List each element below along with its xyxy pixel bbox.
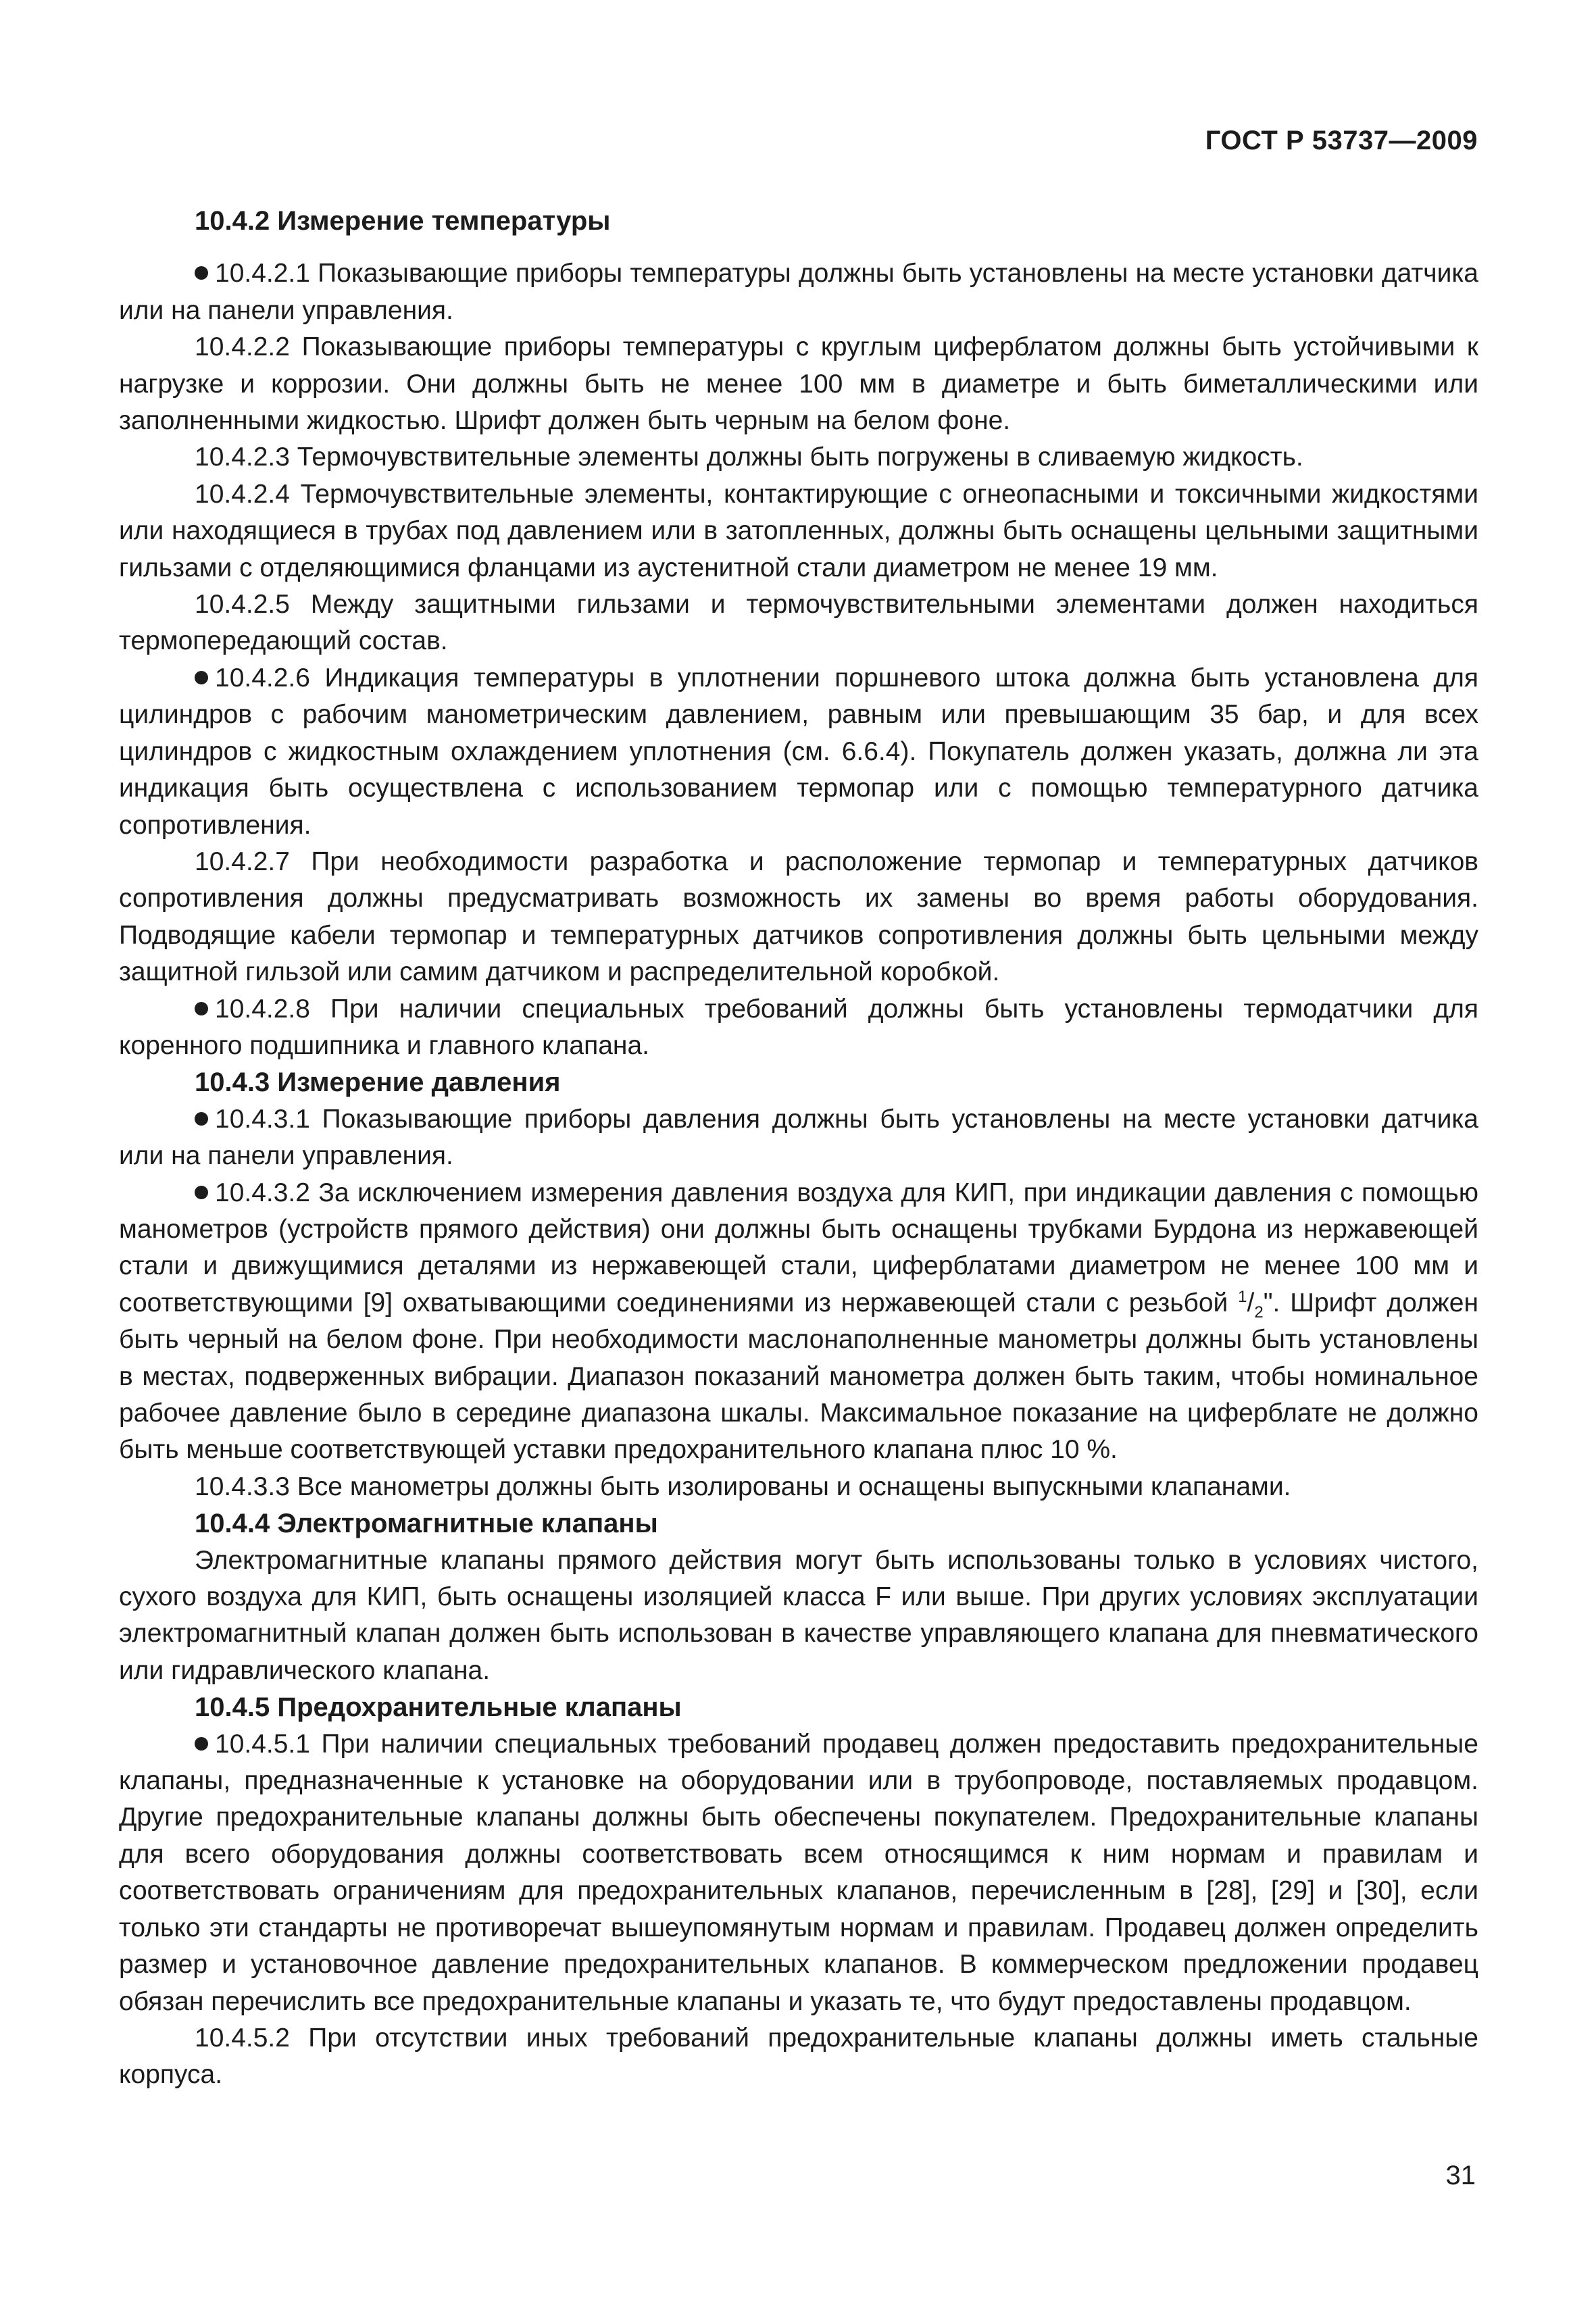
paragraph-10-4-3-2: 10.4.3.2 За исключением измерения давления воздуха для КИП, при индикации давления с помощью манометров (устройств прямого действия) они должны быть оснащены трубками Бурдона из нержавеющей стали и движущимися деталями из нержавеющей стали, циферблатами диаметром не менее 100 мм и соответствующими [9] охватывающими соединениями из нержавеющей стали с резьбой $^1/_2$". Шрифт должен быть черный на белом фоне. При необходимости маслонаполненные манометры должны быть установлены в местах, подверженных вибрации. Диапазон показаний манометра должен быть таким, чтобы номинальное рабочее давление было в середине диапазона шкалы. Максимальное показание на циферблате не должно быть меньше соответствующей уставки предохранительного клапана плюс 10 %. [119,1178,1478,1465]
paragraph-10-4-2-5: 10.4.2.5 Между защитными гильзами и термочувствительными элементами должен находиться термопередающий состав. [119,590,1478,656]
paragraph-10-4-2-2: 10.4.2.2 Показывающие приборы температуры с круглым циферблатом должны быть устойчивыми к нагрузке и коррозии. Они должны быть не менее 100 мм в диаметре и быть биметаллическими или заполненными жидкостью. Шрифт должен быть черным на белом фоне. [119,332,1478,436]
paragraph-10-4-3-1 [119,1101,1478,1175]
bullet-icon [195,266,208,280]
paragraph-10-4-5-2: 10.4.5.2 При отсутствии иных требований предохранительные клапаны должны иметь стальные корпуса. [119,2023,1478,2090]
inch-mark: ". [1263,1288,1280,1317]
section-heading-10-4-2: 10.4.2 Измерение температуры [195,206,611,236]
paragraph-text: 10.4.3.1 Показывающие приборы давления должны быть установлены на месте установки датчика или на панели управления. [119,1104,1478,1171]
paragraph-10-4-4: Электромагнитные клапаны прямого действия могут быть использованы только в условиях чистого, сухого воздуха для КИП, быть оснащены изоляцией класса F или выше. При других условиях эксплуатации электромагнитный клапан должен быть использован в качестве управляющего клапана для пневматического или гидравлического клапана. [119,1545,1478,1685]
section-heading-10-4-4: 10.4.4 Электромагнитные клапаны [195,1509,658,1539]
paragraph-text-continued: Шрифт должен быть черный на белом фоне. При необходимости маслонаполненные манометры должны быть установлены в местах, подверженных вибрации. Диапазон показаний манометра должен быть таким, чтобы номинальное рабочее давление было в середине диапазона шкалы. Максимальное показание на циферблате не должно быть меньше соответствующей уставки предохранительного клапана плюс 10 %. [119,1288,1478,1465]
paragraph-10-4-2-1 [119,255,1478,329]
paragraph-text: 10.4.2.8 При наличии специальных требований должны быть установлены термодатчики для коренного подшипника и главного клапана. [119,994,1478,1060]
paragraph-10-4-2-6 [119,660,1478,844]
paragraph-10-4-2-7: 10.4.2.7 При необходимости разработка и расположение термопар и температурных датчиков сопротивления должны предусматривать возможность их замены во время работы оборудования. Подводящие кабели термопар и температурных датчиков сопротивления должны быть цельными между защитной гильзой или самим датчиком и распределительной коробкой. [119,847,1478,987]
fraction-denominator: 2 [1254,1303,1264,1322]
bullet-icon [195,1112,208,1126]
paragraph-text: 10.4.3.2 За исключением измерения давления воздуха для КИП, при индикации давления с помощью манометров (устройств прямого действия) они должны быть оснащены трубками Бурдона из нержавеющей стали и движущимися деталями из нержавеющей стали, циферблатами диаметром не менее 100 мм и соответствующими [9] охватывающими соединениями из нержавеющей стали с резьбой [119,1178,1478,1317]
fraction-numerator: 1 [1238,1287,1247,1306]
bullet-icon [195,1737,208,1751]
section-heading-10-4-5: 10.4.5 Предохранительные клапаны [195,1692,682,1723]
paragraph-10-4-2-8 [119,991,1478,1065]
bullet-icon [195,1186,208,1199]
paragraph-10-4-2-4: 10.4.2.4 Термочувствительные элементы, контактирующие с огнеопасными и токсичными жидкостями или находящиеся в трубах под давлением или в затопленных, должны быть оснащены цельными защитными гильзами с отделяющимися фланцами из аустенитной стали диаметром не менее 19 мм. [119,479,1478,582]
paragraph-text: 10.4.2.1 Показывающие приборы температуры должны быть установлены на месте установки датчика или на панели управления. [119,259,1478,325]
bullet-icon [195,1002,208,1015]
section-heading-10-4-3: 10.4.3 Измерение давления [195,1067,561,1098]
paragraph-10-4-2-3: 10.4.2.3 Термочувствительные элементы должны быть погружены в сливаемую жидкость. [195,443,1303,472]
page-number: 31 [1445,2161,1476,2190]
paragraph-10-4-5-1 [119,1726,1478,2020]
bullet-icon [195,671,208,684]
paragraph-text: 10.4.5.1 При наличии специальных требований продавец должен предоставить предохранительные клапаны, предназначенные к установке на оборудовании или в трубопроводе, поставляемых продавцом. Другие предохранительные клапаны должны быть обеспечены покупателем. Предохранительные клапаны для всего оборудования должны соответствовать всем относящимся к ним нормам и правилам и соответствовать ограничениям для предохранительных клапанов, перечисленным в [28], [29] и [30], если только эти стандарты не противоречат вышеупомянутым нормам и правилам. Продавец должен определить размер и установочное давление предохранительных клапанов. В коммерческом предложении продавец обязан перечислить все предохранительные клапаны и указать те, что будут предоставлены продавцом. [119,1729,1478,2016]
document-body [119,203,1478,2094]
paragraph-text: 10.4.2.6 Индикация температуры в уплотнении поршневого штока должна быть установлена для цилиндров с рабочим манометрическим давлением, равным или превышающим 35 бар, и для всех цилиндров с жидкостным охлаждением уплотнения (см. 6.6.4). Покупатель должен указать, должна ли эта индикация быть осуществлена с использованием термопар или с помощью температурного датчика сопротивления. [119,663,1478,840]
document-code: ГОСТ Р 53737—2009 [1205,126,1478,155]
paragraph-10-4-3-3: 10.4.3.3 Все манометры должны быть изолированы и оснащены выпускными клапанами. [195,1472,1291,1501]
